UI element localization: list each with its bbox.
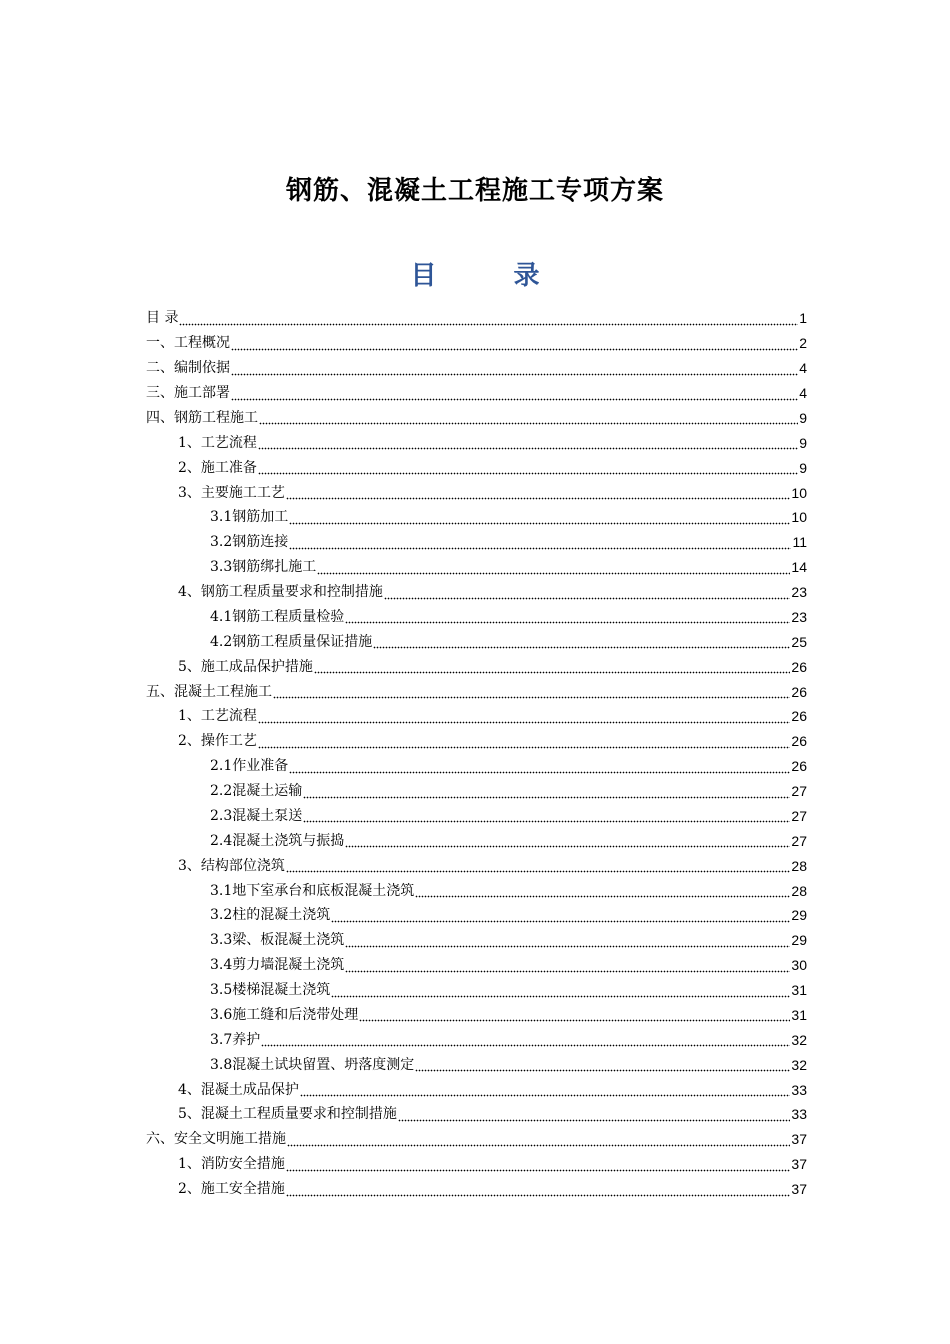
toc-entry-label: 2.3混凝土泵送 bbox=[210, 807, 303, 824]
toc-entry-page-number: 27 bbox=[791, 832, 807, 849]
toc-entry-label: 3.8混凝土试块留置、坍落度测定 bbox=[210, 1056, 415, 1073]
toc-entry-page-number: 29 bbox=[791, 932, 807, 949]
toc-entry[interactable] bbox=[146, 1077, 807, 1102]
toc-dot-leader bbox=[317, 561, 790, 575]
toc-entry-page-number: 2 bbox=[799, 335, 807, 352]
toc-entry-page-number: 37 bbox=[791, 1131, 807, 1148]
toc-entry-label: 3.2柱的混凝土浇筑 bbox=[210, 907, 331, 924]
toc-entry-label: 4、钢筋工程质量要求和控制措施 bbox=[178, 584, 383, 601]
toc-entry[interactable] bbox=[146, 928, 807, 953]
toc-entry[interactable] bbox=[146, 853, 807, 878]
toc-entry-label: 2、施工安全措施 bbox=[178, 1181, 285, 1198]
toc-entry[interactable] bbox=[146, 804, 807, 829]
toc-entry[interactable] bbox=[146, 356, 807, 381]
toc-entry[interactable] bbox=[146, 455, 807, 480]
toc-entry[interactable] bbox=[146, 654, 807, 679]
toc-entry-page-number: 30 bbox=[791, 957, 807, 974]
toc-dot-leader bbox=[300, 1083, 791, 1097]
toc-entry[interactable] bbox=[146, 629, 807, 654]
toc-entry-label: 3.3钢筋绑扎施工 bbox=[210, 559, 317, 576]
toc-entry-label: 一、工程概况 bbox=[146, 335, 230, 352]
toc-dot-leader bbox=[259, 411, 798, 425]
toc-dot-leader bbox=[331, 909, 790, 923]
toc-dot-leader bbox=[398, 1108, 791, 1122]
toc-entry-label: 3.4剪力墙混凝土浇筑 bbox=[210, 957, 345, 974]
toc-dot-leader bbox=[415, 1058, 790, 1072]
toc-entry[interactable] bbox=[146, 978, 807, 1003]
toc-dot-leader bbox=[359, 1008, 790, 1022]
toc-dot-leader bbox=[373, 635, 790, 649]
toc-entry-page-number: 29 bbox=[791, 907, 807, 924]
toc-entry-page-number: 37 bbox=[791, 1156, 807, 1173]
toc-entry-page-number: 4 bbox=[799, 360, 807, 377]
toc-dot-leader bbox=[314, 660, 791, 674]
toc-entry[interactable] bbox=[146, 729, 807, 754]
toc-entry[interactable] bbox=[146, 1102, 807, 1127]
toc-entry[interactable] bbox=[146, 779, 807, 804]
toc-entry-label: 2.1作业准备 bbox=[210, 758, 289, 775]
toc-entry-label: 2、操作工艺 bbox=[178, 733, 257, 750]
toc-entry[interactable] bbox=[146, 480, 807, 505]
toc-entry[interactable] bbox=[146, 580, 807, 605]
toc-entry[interactable] bbox=[146, 505, 807, 530]
toc-dot-leader bbox=[258, 735, 791, 749]
toc-dot-leader bbox=[289, 760, 790, 774]
toc-entry-label: 五、混凝土工程施工 bbox=[146, 683, 272, 700]
toc-entry-page-number: 10 bbox=[791, 509, 807, 526]
toc-entry[interactable] bbox=[146, 754, 807, 779]
toc-entry-page-number: 10 bbox=[791, 484, 807, 501]
toc-dot-leader bbox=[345, 959, 790, 973]
toc-entry-label: 3、结构部位浇筑 bbox=[178, 857, 285, 874]
toc-entry-label: 2.4混凝土浇筑与振捣 bbox=[210, 832, 345, 849]
toc-entry-label: 4.1钢筋工程质量检验 bbox=[210, 608, 345, 625]
toc-entry-label: 1、工艺流程 bbox=[178, 434, 257, 451]
toc-entry-page-number: 33 bbox=[791, 1081, 807, 1098]
toc-dot-leader bbox=[258, 436, 798, 450]
toc-dot-leader bbox=[286, 1183, 791, 1197]
toc-entry-label: 2、施工准备 bbox=[178, 459, 257, 476]
toc-entry-label: 3、主要施工工艺 bbox=[178, 484, 285, 501]
toc-entry-page-number: 1 bbox=[799, 310, 807, 327]
toc-entry[interactable] bbox=[146, 953, 807, 978]
toc-entry-label: 1、消防安全措施 bbox=[178, 1156, 285, 1173]
toc-entry-label: 四、钢筋工程施工 bbox=[146, 409, 258, 426]
toc-dot-leader bbox=[231, 387, 798, 401]
toc-dot-leader bbox=[331, 984, 790, 998]
toc-entry-page-number: 33 bbox=[791, 1106, 807, 1123]
document-title: 钢筋、混凝土工程施工专项方案 bbox=[285, 176, 664, 207]
toc-entry-page-number: 31 bbox=[791, 1006, 807, 1023]
toc-entry-label: 目 录 bbox=[146, 310, 179, 327]
toc-dot-leader bbox=[286, 1158, 791, 1172]
toc-entry-label: 3.5楼梯混凝土浇筑 bbox=[210, 982, 331, 999]
toc-entry-page-number: 31 bbox=[791, 982, 807, 999]
toc-entry-page-number: 25 bbox=[791, 633, 807, 650]
toc-entry-page-number: 14 bbox=[791, 559, 807, 576]
toc-dot-leader bbox=[179, 312, 798, 326]
toc-entry[interactable] bbox=[146, 331, 807, 356]
toc-entry-label: 3.6施工缝和后浇带处理 bbox=[210, 1006, 359, 1023]
toc-dot-leader bbox=[273, 685, 790, 699]
toc-entry[interactable] bbox=[146, 704, 807, 729]
toc-dot-leader bbox=[384, 586, 791, 600]
toc-entry-page-number: 27 bbox=[791, 807, 807, 824]
toc-entry-page-number: 26 bbox=[791, 683, 807, 700]
toc-entry[interactable] bbox=[146, 1052, 807, 1077]
toc-entry-page-number: 27 bbox=[791, 783, 807, 800]
toc-entry[interactable] bbox=[146, 381, 807, 406]
toc-dot-leader bbox=[303, 785, 790, 799]
toc-entry[interactable] bbox=[146, 605, 807, 630]
toc-entry[interactable] bbox=[146, 555, 807, 580]
table-of-contents bbox=[146, 306, 807, 1202]
toc-dot-leader bbox=[345, 610, 790, 624]
toc-entry[interactable] bbox=[146, 1027, 807, 1052]
toc-entry-page-number: 28 bbox=[791, 857, 807, 874]
toc-entry-page-number: 9 bbox=[799, 434, 807, 451]
toc-entry[interactable] bbox=[146, 530, 807, 555]
toc-entry[interactable] bbox=[146, 406, 807, 431]
toc-entry-page-number: 37 bbox=[791, 1181, 807, 1198]
toc-entry[interactable] bbox=[146, 1003, 807, 1028]
toc-entry[interactable] bbox=[146, 430, 807, 455]
toc-dot-leader bbox=[258, 461, 798, 475]
toc-entry-label: 4.2钢筋工程质量保证措施 bbox=[210, 633, 373, 650]
toc-entry-page-number: 4 bbox=[799, 385, 807, 402]
toc-entry[interactable] bbox=[146, 1177, 807, 1202]
toc-entry-page-number: 32 bbox=[791, 1031, 807, 1048]
toc-dot-leader bbox=[289, 511, 790, 525]
toc-entry-label: 5、混凝土工程质量要求和控制措施 bbox=[178, 1106, 397, 1123]
toc-entry-page-number: 26 bbox=[791, 733, 807, 750]
toc-entry[interactable] bbox=[146, 903, 807, 928]
toc-entry-label: 1、工艺流程 bbox=[178, 708, 257, 725]
toc-heading: 目 录 bbox=[410, 261, 574, 291]
toc-entry-page-number: 11 bbox=[792, 534, 807, 551]
toc-entry-page-number: 32 bbox=[791, 1056, 807, 1073]
toc-entry[interactable] bbox=[146, 679, 807, 704]
toc-entry-page-number: 26 bbox=[791, 758, 807, 775]
toc-entry[interactable] bbox=[146, 828, 807, 853]
toc-entry-label: 三、施工部署 bbox=[146, 385, 230, 402]
toc-entry-label: 5、施工成品保护措施 bbox=[178, 658, 313, 675]
toc-dot-leader bbox=[231, 362, 798, 376]
toc-dot-leader bbox=[415, 884, 790, 898]
toc-entry-page-number: 26 bbox=[791, 658, 807, 675]
toc-entry-label: 4、混凝土成品保护 bbox=[178, 1081, 299, 1098]
toc-dot-leader bbox=[345, 934, 790, 948]
toc-dot-leader bbox=[258, 710, 791, 724]
toc-dot-leader bbox=[345, 834, 790, 848]
toc-dot-leader bbox=[231, 337, 798, 351]
toc-dot-leader bbox=[303, 809, 790, 823]
toc-dot-leader bbox=[286, 859, 791, 873]
toc-entry-label: 3.1地下室承台和底板混凝土浇筑 bbox=[210, 882, 415, 899]
toc-entry-page-number: 9 bbox=[799, 459, 807, 476]
toc-entry-label: 2.2混凝土运输 bbox=[210, 783, 303, 800]
toc-entry[interactable] bbox=[146, 878, 807, 903]
toc-entry-label: 3.7养护 bbox=[210, 1031, 261, 1048]
toc-entry-label: 3.1钢筋加工 bbox=[210, 509, 289, 526]
toc-entry-page-number: 28 bbox=[791, 882, 807, 899]
toc-entry-label: 3.2钢筋连接 bbox=[210, 534, 289, 551]
toc-entry-label: 3.3梁、板混凝土浇筑 bbox=[210, 932, 345, 949]
toc-entry-page-number: 23 bbox=[791, 608, 807, 625]
toc-entry[interactable] bbox=[146, 1127, 807, 1152]
toc-dot-leader bbox=[286, 486, 791, 500]
toc-entry[interactable] bbox=[146, 1152, 807, 1177]
toc-entry[interactable] bbox=[146, 306, 807, 331]
toc-entry-page-number: 23 bbox=[791, 584, 807, 601]
toc-entry-label: 六、安全文明施工措施 bbox=[146, 1131, 286, 1148]
toc-dot-leader bbox=[289, 536, 791, 550]
toc-entry-label: 二、编制依据 bbox=[146, 360, 230, 377]
toc-dot-leader bbox=[287, 1133, 790, 1147]
toc-dot-leader bbox=[261, 1033, 790, 1047]
toc-entry-page-number: 26 bbox=[791, 708, 807, 725]
toc-entry-page-number: 9 bbox=[799, 409, 807, 426]
